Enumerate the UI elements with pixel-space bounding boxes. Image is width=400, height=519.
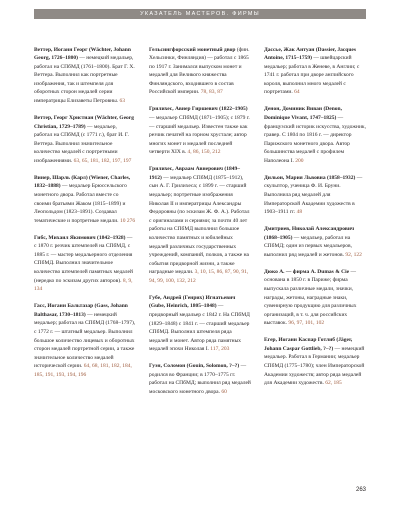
running-header-title: УКАЗАТЕЛЬ МАСТЕРОВ. ФИРМЫ <box>140 11 260 17</box>
index-entry <box>264 174 366 217</box>
entry-description: — придворный медальер с 1842 г. На СПбМД (1829–1848) с 1841 г. — старший медальер СПбМД. Выполнил штемпеля ряда медалей и монет. Автор ряда памятных медалей эпохи Николая I. <box>149 303 250 353</box>
entry-name: Дмитриев, Николай Александрович (1868–1905) <box>264 226 355 241</box>
entry-name: Грилихес, Авнер Гиршевич (1822–1905) <box>149 106 248 113</box>
entry-page-refs[interactable]: 92, 122 <box>344 251 362 258</box>
entry-page-refs[interactable]: 63 <box>118 98 126 105</box>
index-entry <box>149 294 251 354</box>
index-column <box>264 40 366 480</box>
index-columns <box>34 40 366 480</box>
entry-description: — французский историк искусства, художник, гравер. С 1804 по 1816 г. — директор Парижского монетного двора. Автор большинства медалей с профилем Наполеона I. <box>264 114 366 164</box>
entry-name: Гуэн, Соломон (Gouin, Solomon, ?–?) <box>149 363 240 370</box>
index-entry <box>34 174 136 226</box>
entry-page-refs[interactable]: 117, 203 <box>208 346 230 353</box>
entry-name: Гасс, Иоганн Бальтазар (Gass, Johann Balthasar, 1730–1813) <box>34 303 128 318</box>
index-entry <box>149 165 251 285</box>
entry-page-refs[interactable]: 62, 185 <box>323 380 342 387</box>
entry-description: — немецкий медальер. Работал в Германии; медальер СПбМД (1775–1780); член Императорской Академии художеств; автор ряда медалей для Академии художеств. <box>264 345 365 387</box>
index-entry <box>149 105 251 157</box>
entry-name: Гельсингфорсский монетный двор <box>149 46 236 53</box>
entry-name: Гибс, Михаил Якимович (1842–1928) <box>34 234 126 241</box>
index-entry <box>34 46 136 106</box>
page-number: 263 <box>355 487 366 493</box>
entry-name: Дюко А. — фирма A. Dumas & Cie <box>264 268 350 275</box>
entry-description: — основана в 1850 г. в Париже; фирма выпускала различные медали, значки, награды, жетоны, наградные знаки, сувенирную продукцию для различных организаций, в т. ч. для российских выставок. <box>264 268 357 327</box>
entry-name: Денон, Доминик Виван (Denon, Dominique Vivant, 1747–1825) <box>264 106 342 121</box>
entry-description: — медальер Брюссельского монетного двора. Работал вместе со своими братьями Жаком (1815–1899) и Леопольдом (1823–1891). Создавал тематические и портретные медали. <box>34 183 127 224</box>
index-entry <box>264 46 366 98</box>
index-entry <box>264 268 366 328</box>
index-entry <box>34 234 136 294</box>
entry-page-refs[interactable]: 8, 9, 134 <box>34 277 133 293</box>
entry-page-refs[interactable]: 60 <box>219 389 227 396</box>
index-column <box>34 40 136 480</box>
entry-name: Губе, Андрей (Генрих) Игнатьевич (Gube, Heinrich, 1805–1848) <box>149 294 236 310</box>
entry-page-refs[interactable]: 96, 97, 101, 102 <box>287 320 325 327</box>
entry-page-refs[interactable]: 3, 10, 15, 86, 87, 90, 91, 94, 99, 100, 132, 212 <box>149 269 249 284</box>
index-column <box>149 40 251 480</box>
index-entry <box>34 114 136 166</box>
entry-description: — немецкий медальер; работал на СПбМД (1768–1797), с 1772 г. — штатный медальер. Выполнил большое количество лицевых и оборотных сторон медалей портретной серии, а также значительное количество медалей исторической серии. <box>34 311 136 370</box>
index-entry <box>34 302 136 379</box>
entry-name: Грилихес, Авраам Авнерович (1849–1912) <box>149 166 240 181</box>
entry-page-refs[interactable]: 64, 68, 181, 182, 184, 185, 191, 193, 194, 196 <box>34 363 132 378</box>
entry-page-refs[interactable]: 200 <box>293 157 304 164</box>
entry-description: — немецкий медальер, работал на СПбМД (1761–1800). Брат Г. Х. Веттера. Выполнил как портретные изображения, так и штемпеля для оборотных сторон медалей серии императрицы Елизаветы Петровны. <box>34 55 135 105</box>
entry-page-refs[interactable]: 78, 83, 87 <box>199 89 223 96</box>
entry-description: — с 1870 г. резчик штемпелей на СПбМД, с 1885 г. — мастер медальерного отделения СПбМД. Выполнил значительное количество штемпелей памятных медалей (нередко по эскизам других авторов). <box>34 234 133 284</box>
index-entry <box>264 105 366 165</box>
entry-description: — родился во Франции; в 1770–1775 гг. работал на СПбМД; выполнил ряд медалей московского монетного двора. <box>149 363 251 396</box>
entry-description: — медальер СПбМД (1875–1912), сын А. Г. Грилихеса; с 1899 г. — старший медальер; портретные изображения Николая II и императрицы Александры Федоровны (по эскизам Ж. Ф. А.). Работал с оригиналами и сериями; за почти 40 лет работы на СПбМД выполнил большое количество памятных и юбилейных медалей различных государственных учреждений, компаний, полков, а также на события придворной жизни, а также наградные медали. <box>149 174 250 276</box>
entry-page-refs[interactable]: 10 276 <box>118 217 136 224</box>
entry-description: — медальер, работал на СПбМД (с 1771 г.), брат И. Г. Веттера. Выполнил значительное количество медалей с портретными изображениями. <box>34 123 129 164</box>
entry-name: Веттер, Иоганн Георг (Wächter, Johann Georg, 1726–1800) <box>34 46 131 62</box>
index-entry <box>264 225 366 259</box>
index-entry <box>264 336 366 388</box>
entry-page-refs[interactable]: 48 <box>295 209 303 216</box>
entry-name: Винер, Шарль (Карл) (Wiener, Charles, 1832–1888) <box>34 174 131 190</box>
entry-page-refs[interactable]: 63, 65, 181, 182, 197, 197 <box>72 157 132 164</box>
entry-page-refs[interactable]: 64 <box>292 89 300 96</box>
entry-name: Дильон, Мария Львовна (1858–1932) <box>264 174 356 181</box>
entry-description: — медальер, работал на СПбМД; один из первых медальеров, выполнил ряд медалей и жетонов. <box>264 234 352 258</box>
entry-name: Веттер, Георг Христиан (Wächter, Georg Christian, 1729–1789) <box>34 114 134 130</box>
entry-name: Дассье, Жак Антуан (Dassier, Jacques Antoine, 1715–1759) <box>264 46 356 62</box>
entry-description: — медальер СПбМД (1871–1905); с 1879 г. — старший медальер. Известен также как резчик печатей на горном хрустале; автор многих монет и медалей последней четверти XIX в. <box>149 114 250 156</box>
index-entry <box>149 362 251 396</box>
entry-description: — швейцарский медальер; работал в Женеве, в Англии; с 1741 г. работал при дворе английского короля, выполнил много медалей с портретами. <box>264 55 360 96</box>
entry-page-refs[interactable]: 4, 86, 150, 212 <box>186 149 221 156</box>
entry-name: Егер, Иоганн Каспар Готлиб (Jäger, Johann Caspar Gottlieb, ?–?) <box>264 337 353 352</box>
entry-description: — скульптор, ученица Ф. И. Бруни. Выполнила ряд медалей для Императорской Академии художеств в 1903–1911 гг. <box>264 174 363 216</box>
entry-description: (фин. Хельсинки, Финляндия) — работал с 1865 по 1917 г. Занимался выпуском монет и медалей для Великого княжества Финляндского, входившего в состав Российской империи. <box>149 46 250 96</box>
index-entry <box>149 46 251 98</box>
